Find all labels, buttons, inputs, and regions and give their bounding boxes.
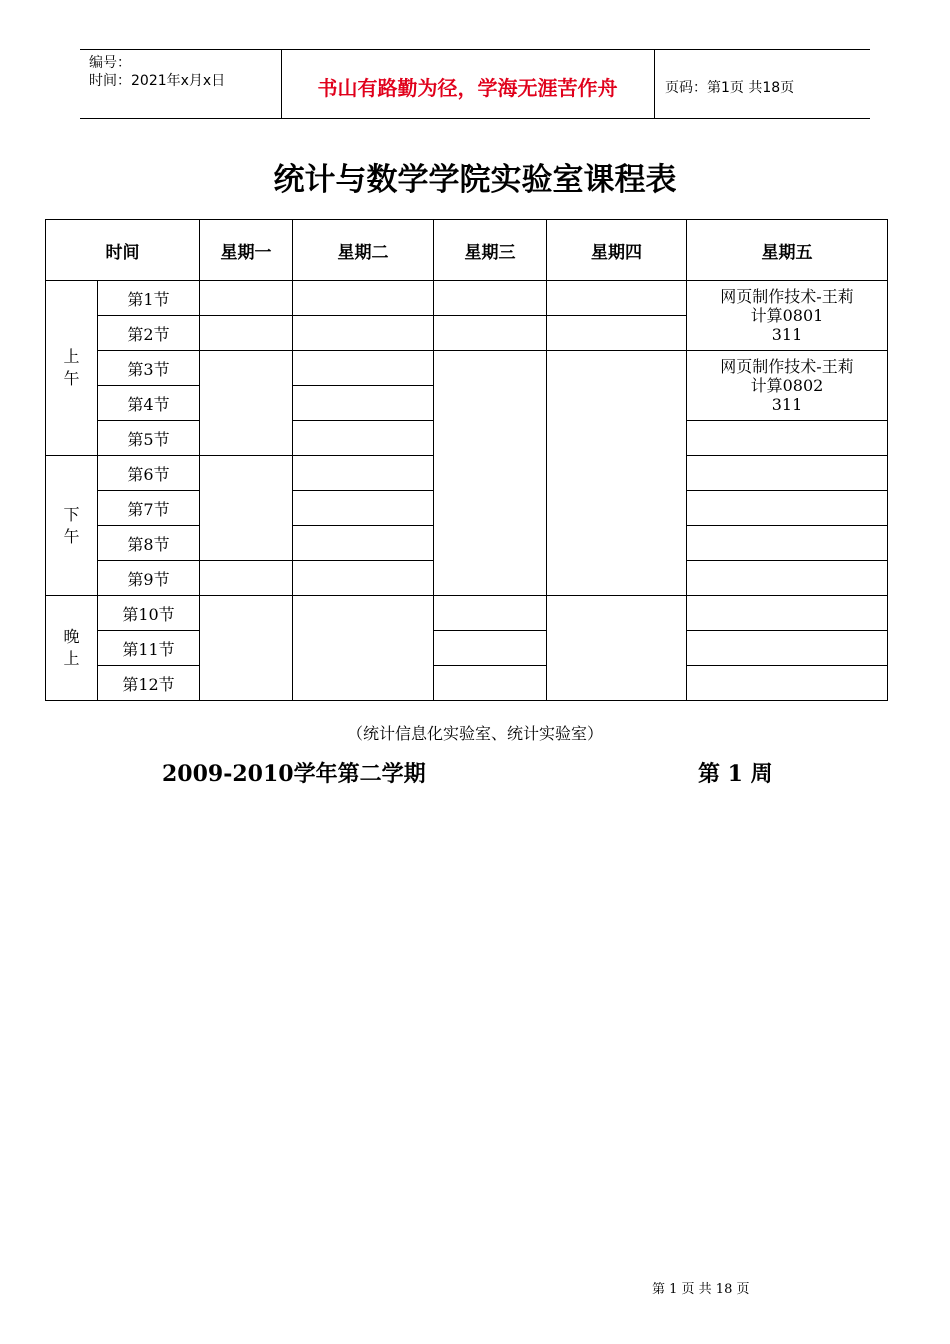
table-cell bbox=[293, 491, 434, 526]
table-cell bbox=[200, 351, 293, 456]
header-page-label: 页码：第1页 共18页 bbox=[665, 80, 795, 96]
session-label: 第1节 bbox=[98, 281, 200, 316]
table-header-row bbox=[46, 220, 888, 281]
session-label: 第11节 bbox=[98, 631, 200, 666]
header-wednesday: 星期三 bbox=[434, 220, 547, 281]
table-cell bbox=[200, 456, 293, 561]
header-tuesday: 星期二 bbox=[293, 220, 434, 281]
table-row bbox=[46, 666, 888, 701]
table-cell bbox=[200, 316, 293, 351]
period-evening: 晚 上 bbox=[46, 596, 98, 701]
table-cell bbox=[293, 351, 434, 386]
room-note: （统计信息化实验室、统计实验室） bbox=[346, 724, 603, 743]
table-cell bbox=[687, 666, 888, 701]
page-title: 统计与数学学院实验室课程表 bbox=[273, 162, 677, 198]
course-class: 计算0802 bbox=[750, 376, 824, 395]
table-cell bbox=[687, 456, 888, 491]
course-cell bbox=[687, 351, 888, 421]
course-cell bbox=[687, 281, 888, 351]
table-cell bbox=[434, 631, 547, 666]
header-info bbox=[89, 54, 225, 90]
table-cell bbox=[434, 281, 547, 316]
date-label: 时间：2021年x月x日 bbox=[89, 73, 226, 89]
session-label: 第9节 bbox=[98, 561, 200, 596]
table-cell bbox=[293, 596, 434, 701]
table-cell bbox=[547, 316, 687, 351]
course-name: 网页制作技术-王莉 bbox=[720, 357, 854, 376]
table-cell bbox=[687, 526, 888, 561]
session-label: 第7节 bbox=[98, 491, 200, 526]
table-cell bbox=[200, 561, 293, 596]
table-cell bbox=[687, 596, 888, 631]
session-label: 第12节 bbox=[98, 666, 200, 701]
course-room: 311 bbox=[771, 395, 803, 414]
page-footer: 第 1 页 共 18 页 bbox=[652, 1282, 750, 1297]
session-label: 第4节 bbox=[98, 386, 200, 421]
period-morning: 上 午 bbox=[46, 281, 98, 456]
page-header bbox=[80, 49, 870, 119]
table-cell bbox=[547, 596, 687, 701]
header-divider bbox=[654, 50, 655, 118]
table-cell bbox=[293, 316, 434, 351]
header-friday: 星期五 bbox=[687, 220, 888, 281]
header-time: 时间 bbox=[46, 220, 200, 281]
header-thursday: 星期四 bbox=[547, 220, 687, 281]
table-cell bbox=[547, 351, 687, 596]
table-row bbox=[46, 631, 888, 666]
session-label: 第10节 bbox=[98, 596, 200, 631]
table-cell bbox=[200, 281, 293, 316]
table-cell bbox=[434, 316, 547, 351]
course-room: 311 bbox=[771, 325, 803, 344]
table-cell bbox=[293, 386, 434, 421]
course-name: 网页制作技术-王莉 bbox=[720, 287, 854, 306]
table-cell bbox=[200, 596, 293, 701]
table-cell bbox=[293, 281, 434, 316]
session-label: 第3节 bbox=[98, 351, 200, 386]
table-cell bbox=[547, 281, 687, 316]
table-cell bbox=[687, 561, 888, 596]
table-cell bbox=[687, 491, 888, 526]
session-label: 第8节 bbox=[98, 526, 200, 561]
table-cell bbox=[293, 456, 434, 491]
session-label: 第5节 bbox=[98, 421, 200, 456]
session-label: 第2节 bbox=[98, 316, 200, 351]
table-row bbox=[46, 281, 888, 316]
course-class: 计算0801 bbox=[750, 306, 824, 325]
session-label: 第6节 bbox=[98, 456, 200, 491]
table-cell bbox=[687, 421, 888, 456]
table-cell bbox=[293, 561, 434, 596]
number-label: 编号： bbox=[89, 55, 131, 71]
term-label: 2009-2010学年第二学期 bbox=[162, 761, 426, 787]
table-cell bbox=[293, 526, 434, 561]
table-row bbox=[46, 596, 888, 631]
table-cell bbox=[434, 666, 547, 701]
table-cell bbox=[293, 421, 434, 456]
header-motto: 书山有路勤为径，学海无涯苦作舟 bbox=[317, 76, 618, 100]
table-cell bbox=[434, 596, 547, 631]
table-cell bbox=[687, 631, 888, 666]
week-label: 第 1 周 bbox=[698, 761, 773, 787]
period-afternoon: 下 午 bbox=[46, 456, 98, 596]
schedule-table bbox=[45, 219, 888, 701]
header-monday: 星期一 bbox=[200, 220, 293, 281]
table-row bbox=[46, 351, 888, 386]
table-cell bbox=[434, 351, 547, 596]
